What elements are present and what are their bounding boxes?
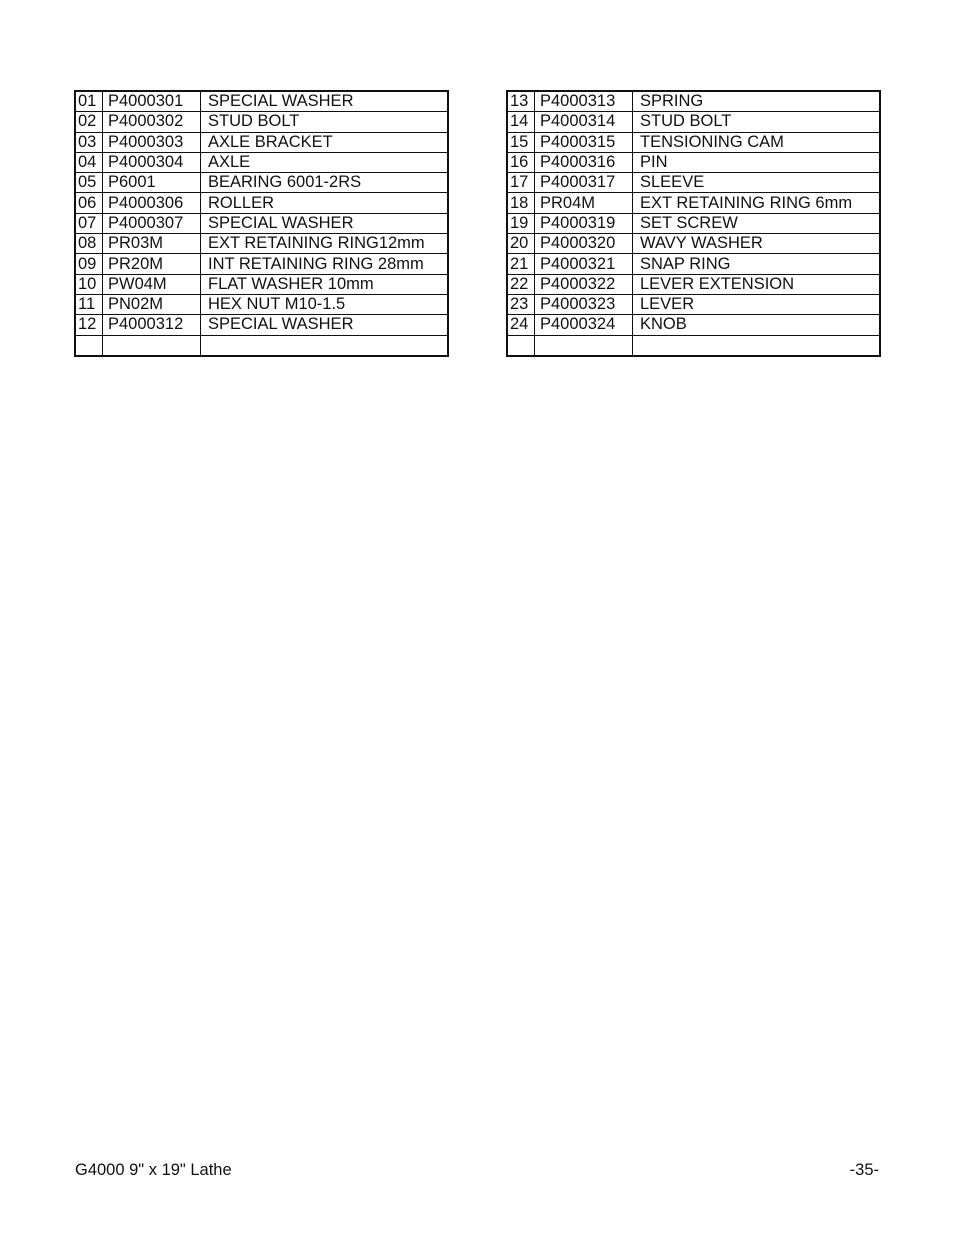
description-cell: EXT RETAINING RING12mm [201, 234, 449, 254]
part-number-cell: P4000307 [103, 213, 201, 233]
part-number-cell: PR04M [535, 193, 633, 213]
ref-number-cell: 01 [75, 91, 103, 112]
ref-number-cell: 16 [507, 152, 535, 172]
part-number-cell: P6001 [103, 173, 201, 193]
description-cell: SPECIAL WASHER [201, 91, 449, 112]
part-number-cell: P4000301 [103, 91, 201, 112]
ref-number-cell: 18 [507, 193, 535, 213]
description-cell [201, 335, 449, 356]
part-number-cell: PR03M [103, 234, 201, 254]
ref-number-cell: 06 [75, 193, 103, 213]
description-cell: SET SCREW [633, 213, 881, 233]
ref-number-cell: 12 [75, 315, 103, 335]
description-cell: LEVER [633, 294, 881, 314]
ref-number-cell: 20 [507, 234, 535, 254]
ref-number-cell: 03 [75, 132, 103, 152]
description-cell: AXLE [201, 152, 449, 172]
footer-title: G4000 9" x 19" Lathe [75, 1161, 232, 1179]
ref-number-cell: 22 [507, 274, 535, 294]
table-row [507, 234, 880, 254]
page-number: -35- [849, 1161, 879, 1179]
description-cell: STUD BOLT [633, 112, 881, 132]
description-cell [633, 335, 881, 356]
description-cell: SPECIAL WASHER [201, 315, 449, 335]
table-row [75, 294, 448, 314]
part-number-cell: P4000316 [535, 152, 633, 172]
part-number-cell: P4000312 [103, 315, 201, 335]
part-number-cell: P4000313 [535, 91, 633, 112]
part-number-cell: P4000315 [535, 132, 633, 152]
table-row [507, 112, 880, 132]
part-number-cell: P4000304 [103, 152, 201, 172]
table-row [507, 91, 880, 112]
part-number-cell: P4000321 [535, 254, 633, 274]
description-cell: PIN [633, 152, 881, 172]
table-row [507, 213, 880, 233]
table-row [75, 173, 448, 193]
ref-number-cell: 05 [75, 173, 103, 193]
part-number-cell [103, 335, 201, 356]
description-cell: ROLLER [201, 193, 449, 213]
ref-number-cell: 07 [75, 213, 103, 233]
table-row [507, 254, 880, 274]
ref-number-cell: 02 [75, 112, 103, 132]
part-number-cell [535, 335, 633, 356]
table-row [75, 193, 448, 213]
part-number-cell: PN02M [103, 294, 201, 314]
ref-number-cell: 08 [75, 234, 103, 254]
description-cell: KNOB [633, 315, 881, 335]
ref-number-cell: 11 [75, 294, 103, 314]
table-row [75, 335, 448, 356]
part-number-cell: P4000319 [535, 213, 633, 233]
description-cell: BEARING 6001-2RS [201, 173, 449, 193]
table-row [75, 91, 448, 112]
table-row [507, 193, 880, 213]
table-row [75, 112, 448, 132]
description-cell: SPECIAL WASHER [201, 213, 449, 233]
description-cell: INT RETAINING RING 28mm [201, 254, 449, 274]
description-cell: AXLE BRACKET [201, 132, 449, 152]
description-cell: HEX NUT M10-1.5 [201, 294, 449, 314]
ref-number-cell: 04 [75, 152, 103, 172]
table-row [507, 132, 880, 152]
table-row [507, 152, 880, 172]
table-row [507, 274, 880, 294]
ref-number-cell: 14 [507, 112, 535, 132]
parts-table-right [506, 90, 881, 357]
part-number-cell: P4000320 [535, 234, 633, 254]
description-cell: EXT RETAINING RING 6mm [633, 193, 881, 213]
ref-number-cell: 19 [507, 213, 535, 233]
ref-number-cell: 15 [507, 132, 535, 152]
part-number-cell: P4000314 [535, 112, 633, 132]
description-cell: WAVY WASHER [633, 234, 881, 254]
part-number-cell: P4000323 [535, 294, 633, 314]
table-row [75, 132, 448, 152]
part-number-cell: P4000303 [103, 132, 201, 152]
table-row [507, 294, 880, 314]
parts-table-left [74, 90, 449, 357]
ref-number-cell: 21 [507, 254, 535, 274]
ref-number-cell: 17 [507, 173, 535, 193]
ref-number-cell: 24 [507, 315, 535, 335]
ref-number-cell: 10 [75, 274, 103, 294]
part-number-cell: P4000317 [535, 173, 633, 193]
description-cell: LEVER EXTENSION [633, 274, 881, 294]
ref-number-cell [507, 335, 535, 356]
description-cell: TENSIONING CAM [633, 132, 881, 152]
description-cell: STUD BOLT [201, 112, 449, 132]
ref-number-cell: 13 [507, 91, 535, 112]
part-number-cell: P4000322 [535, 274, 633, 294]
description-cell: SLEEVE [633, 173, 881, 193]
part-number-cell: P4000324 [535, 315, 633, 335]
description-cell: SPRING [633, 91, 881, 112]
table-row [507, 173, 880, 193]
part-number-cell: PW04M [103, 274, 201, 294]
table-row [75, 274, 448, 294]
part-number-cell: PR20M [103, 254, 201, 274]
table-row [75, 234, 448, 254]
table-row [75, 213, 448, 233]
description-cell: FLAT WASHER 10mm [201, 274, 449, 294]
ref-number-cell: 09 [75, 254, 103, 274]
table-row [75, 254, 448, 274]
part-number-cell: P4000306 [103, 193, 201, 213]
table-row [75, 315, 448, 335]
ref-number-cell [75, 335, 103, 356]
table-row [507, 335, 880, 356]
table-row [507, 315, 880, 335]
part-number-cell: P4000302 [103, 112, 201, 132]
table-row [75, 152, 448, 172]
ref-number-cell: 23 [507, 294, 535, 314]
description-cell: SNAP RING [633, 254, 881, 274]
